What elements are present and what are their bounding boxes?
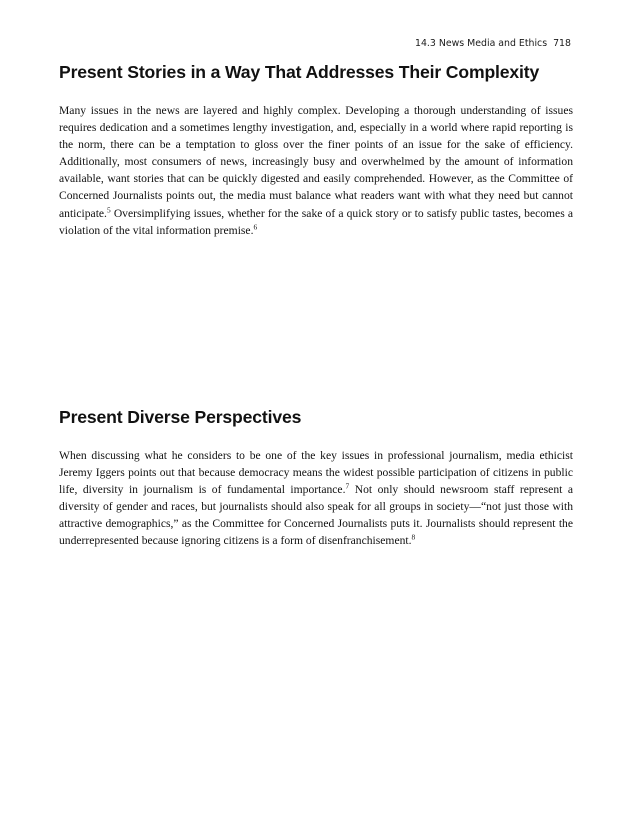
page-number: 718: [553, 38, 571, 49]
section-heading-diverse-perspectives: Present Diverse Perspectives: [59, 407, 302, 427]
paragraph-text: Many issues in the news are layered and highly complex. Developing a thorough understanding of issues requires dedication and a sometimes lengthy investigation, and, especially in a world where rapid reporting is the norm, there can be a temptation to gloss over the finer points of an issue for the sake of efficiency. Additionally, most consumers of news, increasingly busy and overwhelmed by the amount of information available, want stories that can be quickly digested and easily comprehended. However, as the Committee of Concerned Journalists points out, the media must balance what readers want with what they need but cannot anticipate.: [59, 104, 573, 220]
footnote-ref-8[interactable]: 8: [411, 532, 416, 542]
paragraph-text: When discussing what he considers to be one of the key issues in professional journalism, media ethicist Jeremy Iggers points out that because democracy means the widest possible participation of citizens in public life, diversity in journalism is of fundamental importance.: [59, 449, 573, 497]
paragraph-diverse-perspectives: [59, 447, 573, 550]
footnote-ref-6[interactable]: 6: [253, 222, 258, 232]
section-title: 14.3 News Media and Ethics: [414, 38, 548, 49]
paragraph-text: Oversimplifying issues, whether for the sake of a quick story or to satisfy public tastes, becomes a violation of the vital information premise.: [59, 206, 573, 237]
paragraph-complexity: [59, 102, 573, 239]
section-heading-complexity: Present Stories in a Way That Addresses Their Complexity: [59, 62, 540, 82]
running-header: [415, 38, 571, 49]
footnote-ref-7[interactable]: 7: [345, 481, 350, 491]
footnote-ref-5[interactable]: 5: [106, 204, 111, 214]
paragraph-text: Not only should newsroom staff represent a diversity of gender and races, but journalists should also speak for all groups in society—“not just those with attractive demographics,” as the Committee for Concerned Journalists puts it. Journalists should represent the underrepresented because ignoring citizens is a form of disenfranchisement.: [59, 483, 573, 548]
